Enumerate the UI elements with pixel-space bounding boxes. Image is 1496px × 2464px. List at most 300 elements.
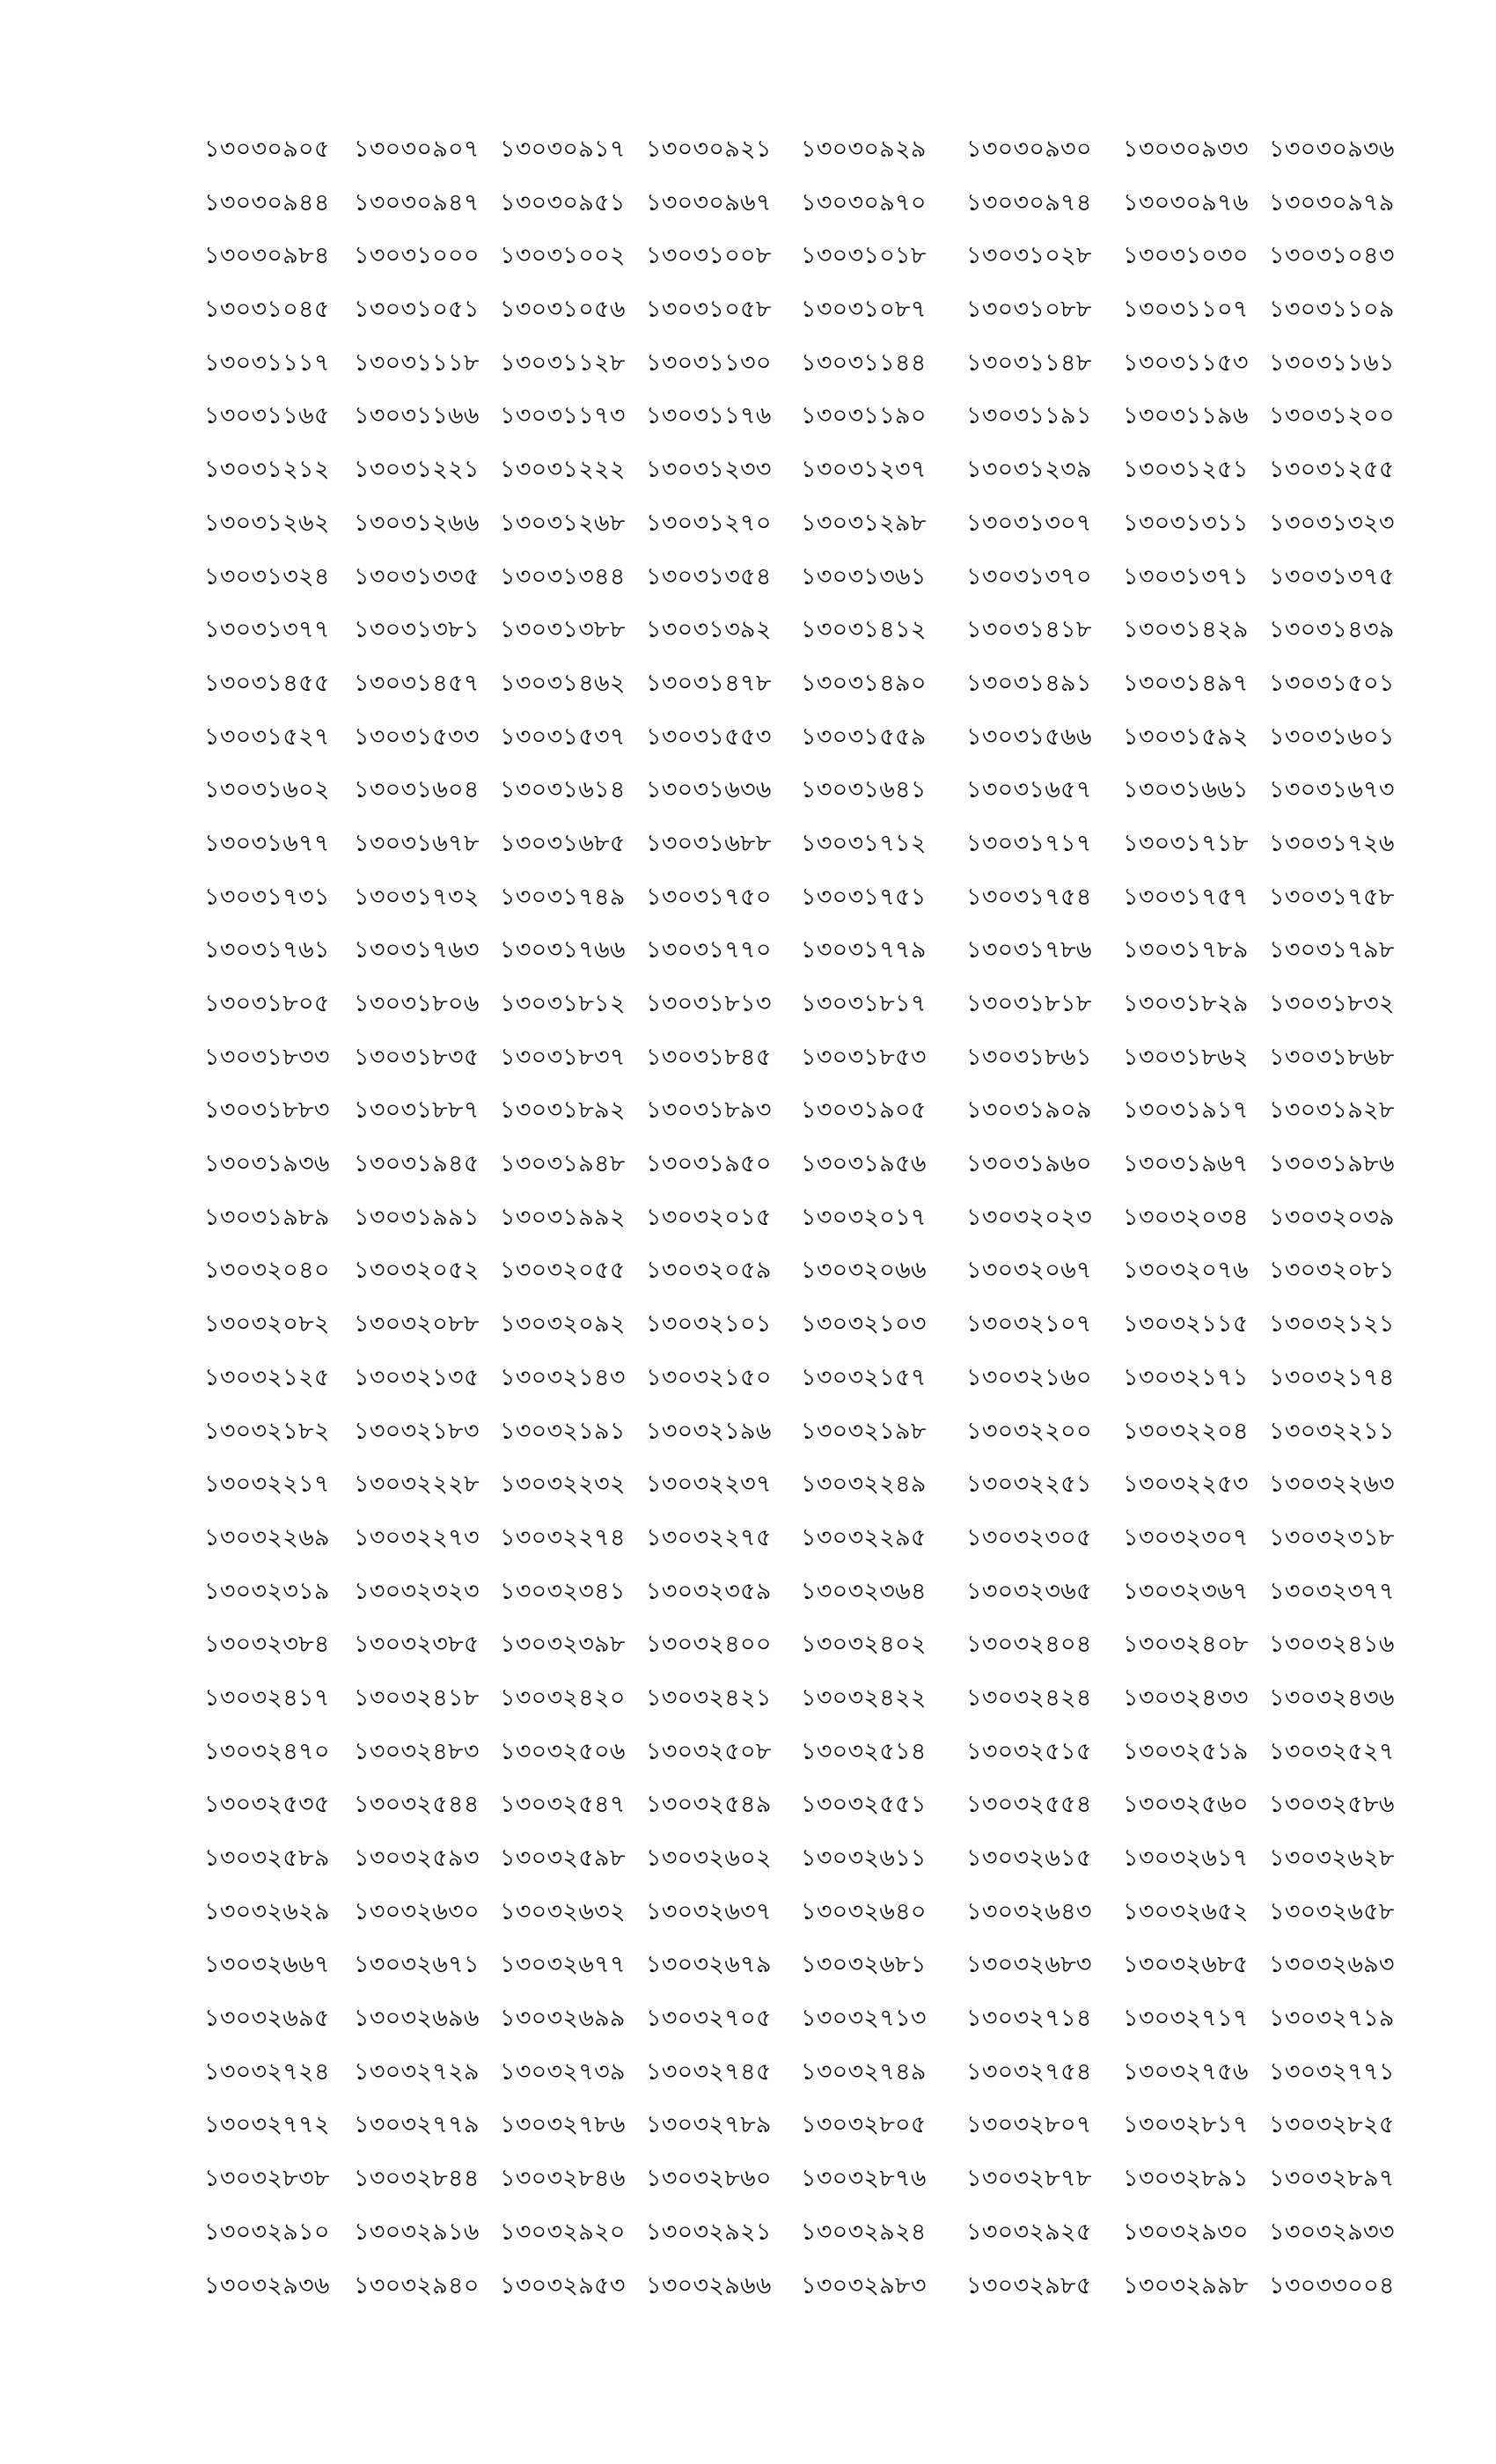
roll-number-cell: ১৩০৩১৮৬১ xyxy=(966,1043,1092,1071)
roll-number-cell: ১৩০৩২২১৭ xyxy=(204,1470,330,1499)
roll-number-cell: ১৩০৩২৮৯১ xyxy=(1123,2165,1249,2193)
roll-number-cell: ১৩০৩২৮২৫ xyxy=(1269,2111,1395,2139)
roll-number-cell: ১৩০৩২৯২০ xyxy=(500,2218,626,2246)
roll-number-cell: ১৩০৩২৭৫৪ xyxy=(966,2057,1092,2086)
roll-number-cell: ১৩০৩০৯২৯ xyxy=(801,136,927,163)
roll-number-cell: ১৩০৩১৮৩২ xyxy=(1269,990,1395,1017)
roll-number-cell: ১৩০৩১২২২ xyxy=(500,456,626,484)
roll-number-cell: ১৩০৩১৯৪৫ xyxy=(354,1150,480,1178)
roll-number-cell: ১৩০৩০৯৭৬ xyxy=(1123,188,1249,216)
roll-number-row xyxy=(204,666,1401,720)
roll-number-cell: ১৩০৩১১৫৩ xyxy=(1123,348,1249,377)
roll-number-cell: ১৩০৩২৫১৫ xyxy=(966,1737,1092,1765)
roll-number-cell: ১৩০৩২০৮২ xyxy=(204,1310,330,1338)
roll-number-cell: ১৩০৩১৮৩৩ xyxy=(204,1043,330,1071)
roll-number-cell: ১৩০৩১৩৯২ xyxy=(646,616,772,644)
roll-number-cell: ১৩০৩২৯২৫ xyxy=(966,2218,1092,2246)
roll-number-cell: ১৩০৩১৯০৫ xyxy=(801,1096,927,1125)
roll-number-cell: ১৩০৩২১৮৩ xyxy=(354,1417,480,1445)
roll-number-cell: ১৩০৩১৩০৭ xyxy=(966,509,1092,537)
roll-number-cell: ১৩০৩২৫০৮ xyxy=(646,1737,772,1765)
roll-number-cell: ১৩০৩২৬৭৯ xyxy=(646,1951,772,1979)
roll-number-cell: ১৩০৩১৩৩৫ xyxy=(354,562,480,590)
roll-number-cell: ১৩০৩০৯০৭ xyxy=(354,136,480,163)
roll-number-row xyxy=(204,1895,1401,1948)
roll-number-cell: ১৩০৩১৮৯৩ xyxy=(646,1096,772,1125)
roll-number-cell: ১৩০৩১৯৫০ xyxy=(646,1150,772,1178)
roll-number-cell: ১৩০৩২৯২৪ xyxy=(801,2218,927,2246)
roll-number-cell: ১৩০৩১৭৭৯ xyxy=(801,936,927,964)
roll-number-cell: ১৩০৩২১২১ xyxy=(1269,1310,1395,1338)
roll-number-cell: ১৩০৩১৮০৬ xyxy=(354,990,480,1017)
roll-number-row xyxy=(204,826,1401,880)
roll-number-cell: ১৩০৩২৪২০ xyxy=(500,1683,626,1712)
roll-number-cell: ১৩০৩২৩৬৪ xyxy=(801,1577,927,1605)
roll-number-cell: ১৩০৩২২৩২ xyxy=(500,1470,626,1499)
roll-number-cell: ১৩০৩২৭৩৯ xyxy=(500,2057,626,2086)
roll-number-cell: ১৩০৩১১৭৬ xyxy=(646,402,772,430)
roll-number-cell: ১৩০৩২৬৯৬ xyxy=(354,2005,480,2033)
roll-number-cell: ১৩০৩১০৪৫ xyxy=(204,296,330,324)
roll-number-cell: ১৩০৩১০৫৬ xyxy=(500,296,626,324)
roll-number-cell: ১৩০৩১৩৬১ xyxy=(801,562,927,590)
roll-number-cell: ১৩০৩২৩৬৫ xyxy=(966,1577,1092,1605)
roll-number-cell: ১৩০৩২১৫৭ xyxy=(801,1363,927,1391)
roll-number-cell: ১৩০৩১০২৮ xyxy=(966,242,1092,270)
roll-number-cell: ১৩০৩১০১৮ xyxy=(801,242,927,270)
roll-number-cell: ১৩০৩১৭৩২ xyxy=(354,883,480,911)
roll-number-cell: ১৩০৩১০০৮ xyxy=(646,242,772,270)
roll-number-cell: ১৩০৩৩০০৪ xyxy=(1269,2271,1395,2299)
roll-number-cell: ১৩০৩২৯৯৮ xyxy=(1123,2271,1249,2299)
roll-number-cell: ১৩০৩১৬৬১ xyxy=(1123,776,1249,804)
roll-number-cell: ১৩০৩১৬৩৬ xyxy=(646,776,772,804)
roll-number-cell: ১৩০৩১৬৮৫ xyxy=(500,829,626,857)
roll-number-cell: ১৩০৩২৬০২ xyxy=(646,1844,772,1872)
roll-number-cell: ১৩০৩০৯৫১ xyxy=(500,188,626,216)
roll-number-row xyxy=(204,238,1401,292)
roll-number-cell: ১৩০৩১০৮৮ xyxy=(966,296,1092,324)
roll-number-cell: ১৩০৩২১৩৫ xyxy=(354,1363,480,1391)
roll-number-row xyxy=(204,986,1401,1040)
roll-number-cell: ১৩০৩১২৬৬ xyxy=(354,509,480,537)
roll-number-row xyxy=(204,1093,1401,1147)
roll-number-cell: ১৩০৩০৯১৭ xyxy=(500,136,626,163)
roll-number-cell: ১৩০৩২৭৭১ xyxy=(1269,2057,1395,2086)
roll-number-cell: ১৩০৩১৪৯১ xyxy=(966,669,1092,697)
roll-number-cell: ১৩০৩২৮৭৬ xyxy=(801,2165,927,2193)
roll-number-cell: ১৩০৩২২৪৯ xyxy=(801,1470,927,1499)
roll-number-row xyxy=(204,1414,1401,1468)
roll-number-row xyxy=(204,1147,1401,1200)
roll-number-cell: ১৩০৩২৪২১ xyxy=(646,1683,772,1712)
roll-number-cell: ১৩০৩০৯৬৭ xyxy=(646,188,772,216)
roll-number-cell: ১৩০৩১৫৬৬ xyxy=(966,722,1092,751)
roll-number-row xyxy=(204,506,1401,560)
roll-number-cell: ১৩০৩১৬৫৭ xyxy=(966,776,1092,804)
roll-number-cell: ১৩০৩২৫৩৫ xyxy=(204,1791,330,1819)
roll-number-row xyxy=(204,2269,1401,2322)
roll-number-cell: ১৩০৩২৫১৯ xyxy=(1123,1737,1249,1765)
roll-number-cell: ১৩০৩১৮০৫ xyxy=(204,990,330,1017)
roll-number-cell: ১৩০৩২৯৫৩ xyxy=(500,2271,626,2299)
roll-number-cell: ১৩০৩১৫৩৭ xyxy=(500,722,626,751)
roll-number-cell: ১৩০৩০৯৭০ xyxy=(801,188,927,216)
roll-number-cell: ১৩০৩২৬২৯ xyxy=(204,1897,330,1925)
roll-number-cell: ১৩০৩১৮৩৭ xyxy=(500,1043,626,1071)
roll-number-cell: ১৩০৩১০৪৩ xyxy=(1269,242,1395,270)
roll-number-cell: ১৩০৩১৮৩৫ xyxy=(354,1043,480,1071)
roll-number-cell: ১৩০৩১৮১২ xyxy=(500,990,626,1017)
roll-number-cell: ১৩০৩২৩০৭ xyxy=(1123,1523,1249,1551)
roll-number-cell: ১৩০৩১৭২৬ xyxy=(1269,829,1395,857)
roll-number-cell: ১৩০৩১০৫৮ xyxy=(646,296,772,324)
roll-number-cell: ১৩০৩১১০৯ xyxy=(1269,296,1395,324)
roll-number-cell: ১৩০৩১৪৯৭ xyxy=(1123,669,1249,697)
roll-number-row xyxy=(204,560,1401,613)
roll-number-cell: ১৩০৩২৫১৪ xyxy=(801,1737,927,1765)
roll-number-cell: ১৩০৩১৩৭৭ xyxy=(204,616,330,644)
roll-number-cell: ১৩০৩২৩৮৫ xyxy=(354,1631,480,1659)
roll-number-cell: ১৩০৩১৮৬৮ xyxy=(1269,1043,1395,1071)
roll-number-cell: ১৩০৩১৭৫৭ xyxy=(1123,883,1249,911)
roll-number-cell: ১৩০৩১৮৮৩ xyxy=(204,1096,330,1125)
roll-number-row xyxy=(204,1947,1401,2001)
roll-number-cell: ১৩০৩১২৬২ xyxy=(204,509,330,537)
roll-number-cell: ১৩০৩২৫০৬ xyxy=(500,1737,626,1765)
roll-number-cell: ১৩০৩১২১২ xyxy=(204,456,330,484)
roll-number-cell: ১৩০৩২৭৮৬ xyxy=(500,2111,626,2139)
roll-number-cell: ১৩০৩২০৫৫ xyxy=(500,1257,626,1285)
roll-number-cell: ১৩০৩০৯৪৪ xyxy=(204,188,330,216)
roll-number-row xyxy=(204,292,1401,346)
roll-number-cell: ১৩০৩১৩৭০ xyxy=(966,562,1092,590)
roll-number-cell: ১৩০৩২৭২৯ xyxy=(354,2057,480,2086)
roll-number-row xyxy=(204,880,1401,934)
roll-number-cell: ১৩০৩২১২৫ xyxy=(204,1363,330,1391)
roll-number-row xyxy=(204,2001,1401,2055)
roll-number-row xyxy=(204,720,1401,774)
roll-number-cell: ১৩০৩১২৯৮ xyxy=(801,509,927,537)
roll-number-cell: ১৩০৩২৪০৪ xyxy=(966,1631,1092,1659)
roll-number-cell: ১৩০৩১৪১২ xyxy=(801,616,927,644)
roll-number-cell: ১৩০৩১১৬৬ xyxy=(354,402,480,430)
roll-number-cell: ১৩০৩১৪৫৭ xyxy=(354,669,480,697)
roll-number-cell: ১৩০৩২২৭৩ xyxy=(354,1523,480,1551)
roll-number-cell: ১৩০৩১৯১৭ xyxy=(1123,1096,1249,1125)
roll-number-cell: ১৩০৩১১৩০ xyxy=(646,348,772,377)
roll-number-cell: ১৩০৩০৯৩৬ xyxy=(1269,136,1395,163)
roll-number-cell: ১৩০৩১৭১৭ xyxy=(966,829,1092,857)
roll-number-cell: ১৩০৩২৭৮৯ xyxy=(646,2111,772,2139)
roll-number-cell: ১৩০৩২৩৬৭ xyxy=(1123,1577,1249,1605)
roll-number-cell: ১৩০৩১৮৫৩ xyxy=(801,1043,927,1071)
roll-number-cell: ১৩০৩২১৭১ xyxy=(1123,1363,1249,1391)
roll-number-cell: ১৩০৩১২২১ xyxy=(354,456,480,484)
roll-number-cell: ১৩০৩২৬৪০ xyxy=(801,1897,927,1925)
roll-number-cell: ১৩০৩২০১৫ xyxy=(646,1203,772,1231)
roll-number-cell: ১৩০৩২৯৬৬ xyxy=(646,2271,772,2299)
roll-number-cell: ১৩০৩১১৯৬ xyxy=(1123,402,1249,430)
roll-number-cell: ১৩০৩২২৭৫ xyxy=(646,1523,772,1551)
roll-number-cell: ১৩০৩২৯২১ xyxy=(646,2218,772,2246)
roll-number-cell: ১৩০৩২৭১৩ xyxy=(801,2005,927,2033)
roll-number-cell: ১৩০৩২২৬৩ xyxy=(1269,1470,1395,1499)
roll-number-cell: ১৩০৩১৪২৯ xyxy=(1123,616,1249,644)
roll-number-cell: ১৩০৩২২৯৫ xyxy=(801,1523,927,1551)
roll-number-cell: ১৩০৩২৯৩৩ xyxy=(1269,2218,1395,2246)
roll-number-cell: ১৩০৩১৭৫৪ xyxy=(966,883,1092,911)
roll-number-cell: ১৩০৩২৩৮৪ xyxy=(204,1631,330,1659)
roll-number-cell: ১৩০৩২৬৫৮ xyxy=(1269,1897,1395,1925)
roll-number-cell: ১৩০৩১৪১৮ xyxy=(966,616,1092,644)
roll-number-row xyxy=(204,2108,1401,2161)
roll-number-cell: ১৩০৩১০০০ xyxy=(354,242,480,270)
roll-number-cell: ১৩০৩১২৫১ xyxy=(1123,456,1249,484)
roll-number-cell: ১৩০৩২৮৪৬ xyxy=(500,2165,626,2193)
roll-number-row xyxy=(204,399,1401,452)
roll-number-row xyxy=(204,1521,1401,1574)
roll-number-cell: ১৩০৩১১১৮ xyxy=(354,348,480,377)
roll-number-cell: ১৩০৩২৭১৭ xyxy=(1123,2005,1249,2033)
roll-number-cell: ১৩০৩২৫৫১ xyxy=(801,1791,927,1819)
roll-number-cell: ১৩০৩২৬২৮ xyxy=(1269,1844,1395,1872)
roll-number-cell: ১৩০৩২৪৩৬ xyxy=(1269,1683,1395,1712)
roll-number-row xyxy=(204,1787,1401,1841)
roll-number-cell: ১৩০৩২৫৯৮ xyxy=(500,1844,626,1872)
roll-number-cell: ১৩০৩১১৬৫ xyxy=(204,402,330,430)
roll-number-cell: ১৩০৩২১৯৬ xyxy=(646,1417,772,1445)
roll-number-cell: ১৩০৩২০৮৮ xyxy=(354,1310,480,1338)
roll-number-cell: ১৩০৩১৭৭০ xyxy=(646,936,772,964)
roll-number-cell: ১৩০৩১৩৫৪ xyxy=(646,562,772,590)
roll-number-cell: ১৩০৩০৯৩৩ xyxy=(1123,136,1249,163)
roll-number-cell: ১৩০৩২৬৮৩ xyxy=(966,1951,1092,1979)
roll-number-cell: ১৩০৩২৭৭২ xyxy=(204,2111,330,2139)
roll-number-cell: ১৩০৩১৪৭৮ xyxy=(646,669,772,697)
roll-number-cell: ১৩০৩২৪০২ xyxy=(801,1631,927,1659)
roll-number-cell: ১৩০৩০৯৮৪ xyxy=(204,242,330,270)
roll-number-cell: ১৩০৩১৮৪৫ xyxy=(646,1043,772,1071)
roll-number-row xyxy=(204,452,1401,506)
roll-number-cell: ১৩০৩২৩১৮ xyxy=(1269,1523,1395,1551)
roll-number-cell: ১৩০৩১৬১৪ xyxy=(500,776,626,804)
roll-number-cell: ১৩০৩১২৭০ xyxy=(646,509,772,537)
roll-number-cell: ১৩০৩১৫৫৩ xyxy=(646,722,772,751)
roll-number-row xyxy=(204,612,1401,666)
roll-number-cell: ১৩০৩২৬৯৩ xyxy=(1269,1951,1395,1979)
roll-number-cell: ১৩০৩২২৭৪ xyxy=(500,1523,626,1551)
roll-number-row xyxy=(204,1574,1401,1628)
roll-number-cell: ১৩০৩২৩০৫ xyxy=(966,1523,1092,1551)
roll-number-row xyxy=(204,1467,1401,1521)
roll-number-cell: ১৩০৩২০৮১ xyxy=(1269,1257,1395,1285)
roll-number-cell: ১৩০৩২৬৭৭ xyxy=(500,1951,626,1979)
roll-number-cell: ১৩০৩২৭৫৬ xyxy=(1123,2057,1249,2086)
roll-number-cell: ১৩০৩২৬৩০ xyxy=(354,1897,480,1925)
roll-number-cell: ১৩০৩১৮৮৭ xyxy=(354,1096,480,1125)
roll-number-cell: ১৩০৩২৬৬৭ xyxy=(204,1951,330,1979)
roll-number-row xyxy=(204,186,1401,239)
roll-number-cell: ১৩০৩১২৩৭ xyxy=(801,456,927,484)
roll-number-cell: ১৩০৩২৪১৬ xyxy=(1269,1631,1395,1659)
roll-number-cell: ১৩০৩১১৯০ xyxy=(801,402,927,430)
roll-number-cell: ১৩০৩০৯৪৭ xyxy=(354,188,480,216)
roll-number-cell: ১৩০৩১১৯১ xyxy=(966,402,1092,430)
roll-number-cell: ১৩০৩২৮০৭ xyxy=(966,2111,1092,2139)
roll-number-cell: ১৩০৩২০৫৯ xyxy=(646,1257,772,1285)
roll-number-cell: ১৩০৩১৬৮৮ xyxy=(646,829,772,857)
roll-number-cell: ১৩০৩১০০২ xyxy=(500,242,626,270)
roll-number-cell: ১৩০৩২৩৭৭ xyxy=(1269,1577,1395,1605)
roll-number-cell: ১৩০৩২৯৮৩ xyxy=(801,2271,927,2299)
roll-number-cell: ১৩০৩১৯৪৮ xyxy=(500,1150,626,1178)
roll-number-cell: ১৩০৩২২৬৯ xyxy=(204,1523,330,1551)
roll-number-cell: ১৩০৩২৯১৬ xyxy=(354,2218,480,2246)
roll-number-cell: ১৩০৩১৭৬৬ xyxy=(500,936,626,964)
roll-number-cell: ১৩০৩২৯১০ xyxy=(204,2218,330,2246)
roll-number-cell: ১৩০৩২৩৫৯ xyxy=(646,1577,772,1605)
roll-number-cell: ১৩০৩২৫৮৬ xyxy=(1269,1791,1395,1819)
roll-number-row xyxy=(204,2055,1401,2108)
roll-number-cell: ১৩০৩২৩৯৮ xyxy=(500,1631,626,1659)
roll-number-cell: ১৩০৩২৫২৭ xyxy=(1269,1737,1395,1765)
roll-number-row xyxy=(204,1307,1401,1360)
roll-number-cell: ১৩০৩১৯২৮ xyxy=(1269,1096,1395,1125)
roll-number-cell: ১৩০৩১৭১২ xyxy=(801,829,927,857)
roll-number-cell: ১৩০৩১৬০২ xyxy=(204,776,330,804)
roll-number-cell: ১৩০৩১৭৩১ xyxy=(204,883,330,911)
roll-number-cell: ১৩০৩১২৩৯ xyxy=(966,456,1092,484)
roll-number-cell: ১৩০৩২৪১৭ xyxy=(204,1683,330,1712)
roll-number-cell: ১৩০৩২০৯২ xyxy=(500,1310,626,1338)
roll-number-row xyxy=(204,2215,1401,2269)
roll-number-cell: ১৩০৩২৭০৫ xyxy=(646,2005,772,2033)
roll-number-cell: ১৩০৩২৩৪১ xyxy=(500,1577,626,1605)
roll-number-row xyxy=(204,132,1401,186)
roll-number-cell: ১৩০৩১৩১১ xyxy=(1123,509,1249,537)
roll-number-cell: ১৩০৩২৮১৭ xyxy=(1123,2111,1249,2139)
roll-number-cell: ১৩০৩২৬৮১ xyxy=(801,1951,927,1979)
roll-number-cell: ১৩০৩২৮০৫ xyxy=(801,2111,927,2139)
roll-number-cell: ১৩০৩২৮৪৪ xyxy=(354,2165,480,2193)
roll-number-cell: ১৩০৩২০১৭ xyxy=(801,1203,927,1231)
roll-number-cell: ১৩০৩২৬৩৭ xyxy=(646,1897,772,1925)
roll-number-cell: ১৩০৩২৭৪৯ xyxy=(801,2057,927,2086)
roll-number-cell: ১৩০৩২৮৭৮ xyxy=(966,2165,1092,2193)
roll-number-cell: ১৩০৩২২৫৩ xyxy=(1123,1470,1249,1499)
roll-number-cell: ১৩০৩১৬০১ xyxy=(1269,722,1395,751)
roll-number-cell: ১৩০৩২০৬৭ xyxy=(966,1257,1092,1285)
roll-number-cell: ১৩০৩২২০৪ xyxy=(1123,1417,1249,1445)
roll-number-cell: ১৩০৩২৬৯৫ xyxy=(204,2005,330,2033)
roll-number-cell: ১৩০৩১০৫১ xyxy=(354,296,480,324)
roll-number-row xyxy=(204,1253,1401,1307)
roll-number-row xyxy=(204,2161,1401,2215)
roll-number-cell: ১৩০৩০৯৭৪ xyxy=(966,188,1092,216)
roll-number-cell: ১৩০৩২০২৩ xyxy=(966,1203,1092,1231)
roll-number-cell: ১৩০৩১৩২৪ xyxy=(204,562,330,590)
roll-number-cell: ১৩০৩২১৪৩ xyxy=(500,1363,626,1391)
roll-number-row xyxy=(204,346,1401,400)
roll-number-cell: ১৩০৩২৪৩৩ xyxy=(1123,1683,1249,1712)
roll-number-cell: ১৩০৩২৩২৩ xyxy=(354,1577,480,1605)
roll-number-cell: ১৩০৩২১৯১ xyxy=(500,1417,626,1445)
roll-number-cell: ১৩০৩১৩৮৮ xyxy=(500,616,626,644)
roll-number-cell: ১৩০৩২৬১১ xyxy=(801,1844,927,1872)
roll-number-cell: ১৩০৩১৯৫৬ xyxy=(801,1150,927,1178)
roll-number-cell: ১৩০৩২০৭৬ xyxy=(1123,1257,1249,1285)
roll-number-cell: ১৩০৩১১২৮ xyxy=(500,348,626,377)
roll-number-row xyxy=(204,933,1401,986)
roll-number-cell: ১৩০৩২৪০০ xyxy=(646,1631,772,1659)
roll-number-cell: ১৩০৩১৮১৭ xyxy=(801,990,927,1017)
roll-number-cell: ১৩০৩১৭৫০ xyxy=(646,883,772,911)
roll-number-cell: ১৩০৩১১৪৮ xyxy=(966,348,1092,377)
roll-number-cell: ১৩০৩১৭৪৯ xyxy=(500,883,626,911)
roll-number-cell: ১৩০৩১২৬৮ xyxy=(500,509,626,537)
roll-number-cell: ১৩০৩২২৩৭ xyxy=(646,1470,772,1499)
roll-number-cell: ১৩০৩১১৪৪ xyxy=(801,348,927,377)
roll-number-cell: ১৩০৩১১৭৩ xyxy=(500,402,626,430)
roll-number-cell: ১৩০৩২৪২২ xyxy=(801,1683,927,1712)
roll-number-cell: ১৩০৩১৩৭৫ xyxy=(1269,562,1395,590)
roll-number-row xyxy=(204,773,1401,826)
roll-number-cell: ১৩০৩২১৭৪ xyxy=(1269,1363,1395,1391)
roll-number-cell: ১৩০৩০৯৩০ xyxy=(966,136,1092,163)
roll-number-cell: ১৩০৩২১০৩ xyxy=(801,1310,927,1338)
roll-number-cell: ১৩০৩২৫৮৯ xyxy=(204,1844,330,1872)
roll-number-cell: ১৩০৩২৯৩৬ xyxy=(204,2271,330,2299)
roll-number-cell: ১৩০৩২৪০৮ xyxy=(1123,1631,1249,1659)
roll-number-cell: ১৩০৩২৫৫৪ xyxy=(966,1791,1092,1819)
roll-number-cell: ১৩০৩১৫৯২ xyxy=(1123,722,1249,751)
roll-number-cell: ১৩০৩২৯৮৫ xyxy=(966,2271,1092,2299)
roll-number-cell: ১৩০৩১৭৫১ xyxy=(801,883,927,911)
roll-number-cell: ১৩০৩২১৬০ xyxy=(966,1363,1092,1391)
roll-number-cell: ১৩০৩১৭৮৯ xyxy=(1123,936,1249,964)
roll-number-row xyxy=(204,1200,1401,1254)
roll-number-row xyxy=(204,1681,1401,1734)
roll-number-cell: ১৩০৩২৭১৪ xyxy=(966,2005,1092,2033)
roll-number-cell: ১৩০৩০৯০৫ xyxy=(204,136,330,163)
roll-number-cell: ১৩০৩১৬৭৮ xyxy=(354,829,480,857)
roll-number-cell: ১৩০৩০৯২১ xyxy=(646,136,772,163)
roll-number-cell: ১৩০৩২৫৪৪ xyxy=(354,1791,480,1819)
roll-number-cell: ১৩০৩২৬১৭ xyxy=(1123,1844,1249,1872)
roll-number-cell: ১৩০৩১৮৯২ xyxy=(500,1096,626,1125)
roll-number-row xyxy=(204,1360,1401,1414)
roll-number-cell: ১৩০৩১১১৭ xyxy=(204,348,330,377)
roll-number-cell: ১৩০৩২৪৭০ xyxy=(204,1737,330,1765)
roll-number-cell: ১৩০৩২৭২৪ xyxy=(204,2057,330,2086)
roll-number-cell: ১৩০৩২০৬৬ xyxy=(801,1257,927,1285)
roll-number-cell: ১৩০৩২৬৭১ xyxy=(354,1951,480,1979)
roll-number-cell: ১৩০৩২৪২৪ xyxy=(966,1683,1092,1712)
roll-number-cell: ১৩০৩১৮৬২ xyxy=(1123,1043,1249,1071)
roll-number-cell: ১৩০৩২৩১৯ xyxy=(204,1577,330,1605)
roll-number-cell: ১৩০৩০৯৭৯ xyxy=(1269,188,1395,216)
roll-number-cell: ১৩০৩১৯৬৭ xyxy=(1123,1150,1249,1178)
roll-number-cell: ১৩০৩১৭৯৮ xyxy=(1269,936,1395,964)
roll-number-cell: ১৩০৩১৭৬৩ xyxy=(354,936,480,964)
roll-number-cell: ১৩০৩২৮৩৮ xyxy=(204,2165,330,2193)
roll-number-cell: ১৩০৩১৯৯১ xyxy=(354,1203,480,1231)
roll-number-cell: ১৩০৩২১৫০ xyxy=(646,1363,772,1391)
roll-number-cell: ১৩০৩২০৩৯ xyxy=(1269,1203,1395,1231)
roll-number-cell: ১৩০৩২৪৮৩ xyxy=(354,1737,480,1765)
roll-number-cell: ১৩০৩১৪৬২ xyxy=(500,669,626,697)
